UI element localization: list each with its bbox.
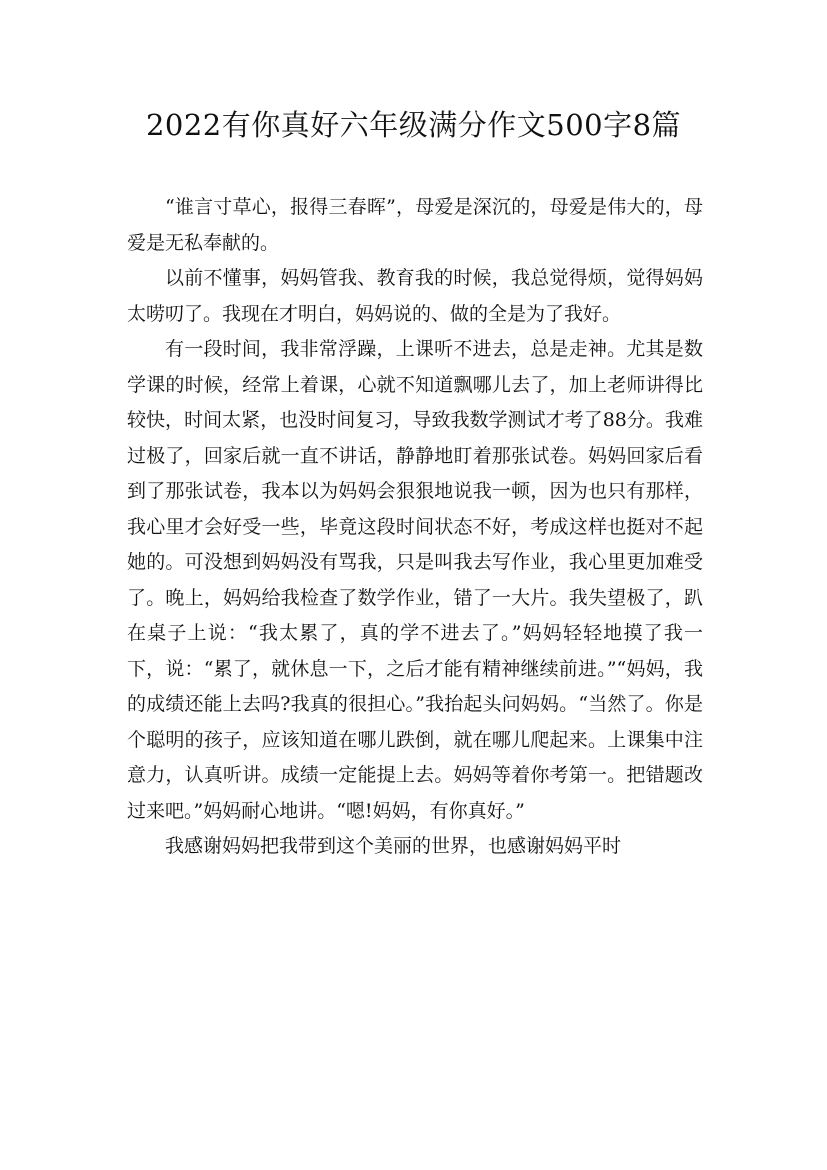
paragraph: 以前不懂事，妈妈管我、教育我的时候，我总觉得烦，觉得妈妈太唠叨了。我现在才明白，妈妈说的、做的全是为了我好。 bbox=[127, 267, 703, 325]
paragraph: 我感谢妈妈把我带到这个美丽的世界，也感谢妈妈平时 bbox=[165, 835, 622, 857]
document-body bbox=[127, 190, 703, 865]
paragraph: “谁言寸草心，报得三春晖”，母爱是深沉的，母爱是伟大的，母爱是无私奉献的。 bbox=[127, 196, 703, 254]
paragraph: 有一段时间，我非常浮躁，上课听不进去，总是走神。尤其是数学课的时候，经常上着课，心就不知道飘哪儿去了，加上老师讲得比较快，时间太紧，也没时间复习，导致我数学测试才考了88分。我难过极了，回家后就一直不讲话，静静地盯着那张试卷。妈妈回家后看到了那张试卷，我本以为妈妈会狠狠地说我一顿，因为也只有那样，我心里才会好受一些，毕竟这段时间状态不好，考成这样也挺对不起她的。可没想到妈妈没有骂我，只是叫我去写作业，我心里更加难受了。晚上，妈妈给我检查了数学作业，错了一大片。我失望极了，趴在桌子上说：“我太累了，真的学不进去了。”妈妈轻轻地摸了我一下，说：“累了，就休息一下，之后才能有精神继续前进。”“妈妈，我的成绩还能上去吗?我真的很担心。”我抬起头问妈妈。“当然了。你是个聪明的孩子，应该知道在哪儿跌倒，就在哪儿爬起来。上课集中注意力，认真听讲。成绩一定能提上去。妈妈等着你考第一。把错题改过来吧。”妈妈耐心地讲。“嗯!妈妈，有你真好。” bbox=[127, 338, 703, 822]
document-title: 2022有你真好六年级满分作文500字8篇 bbox=[145, 108, 682, 142]
